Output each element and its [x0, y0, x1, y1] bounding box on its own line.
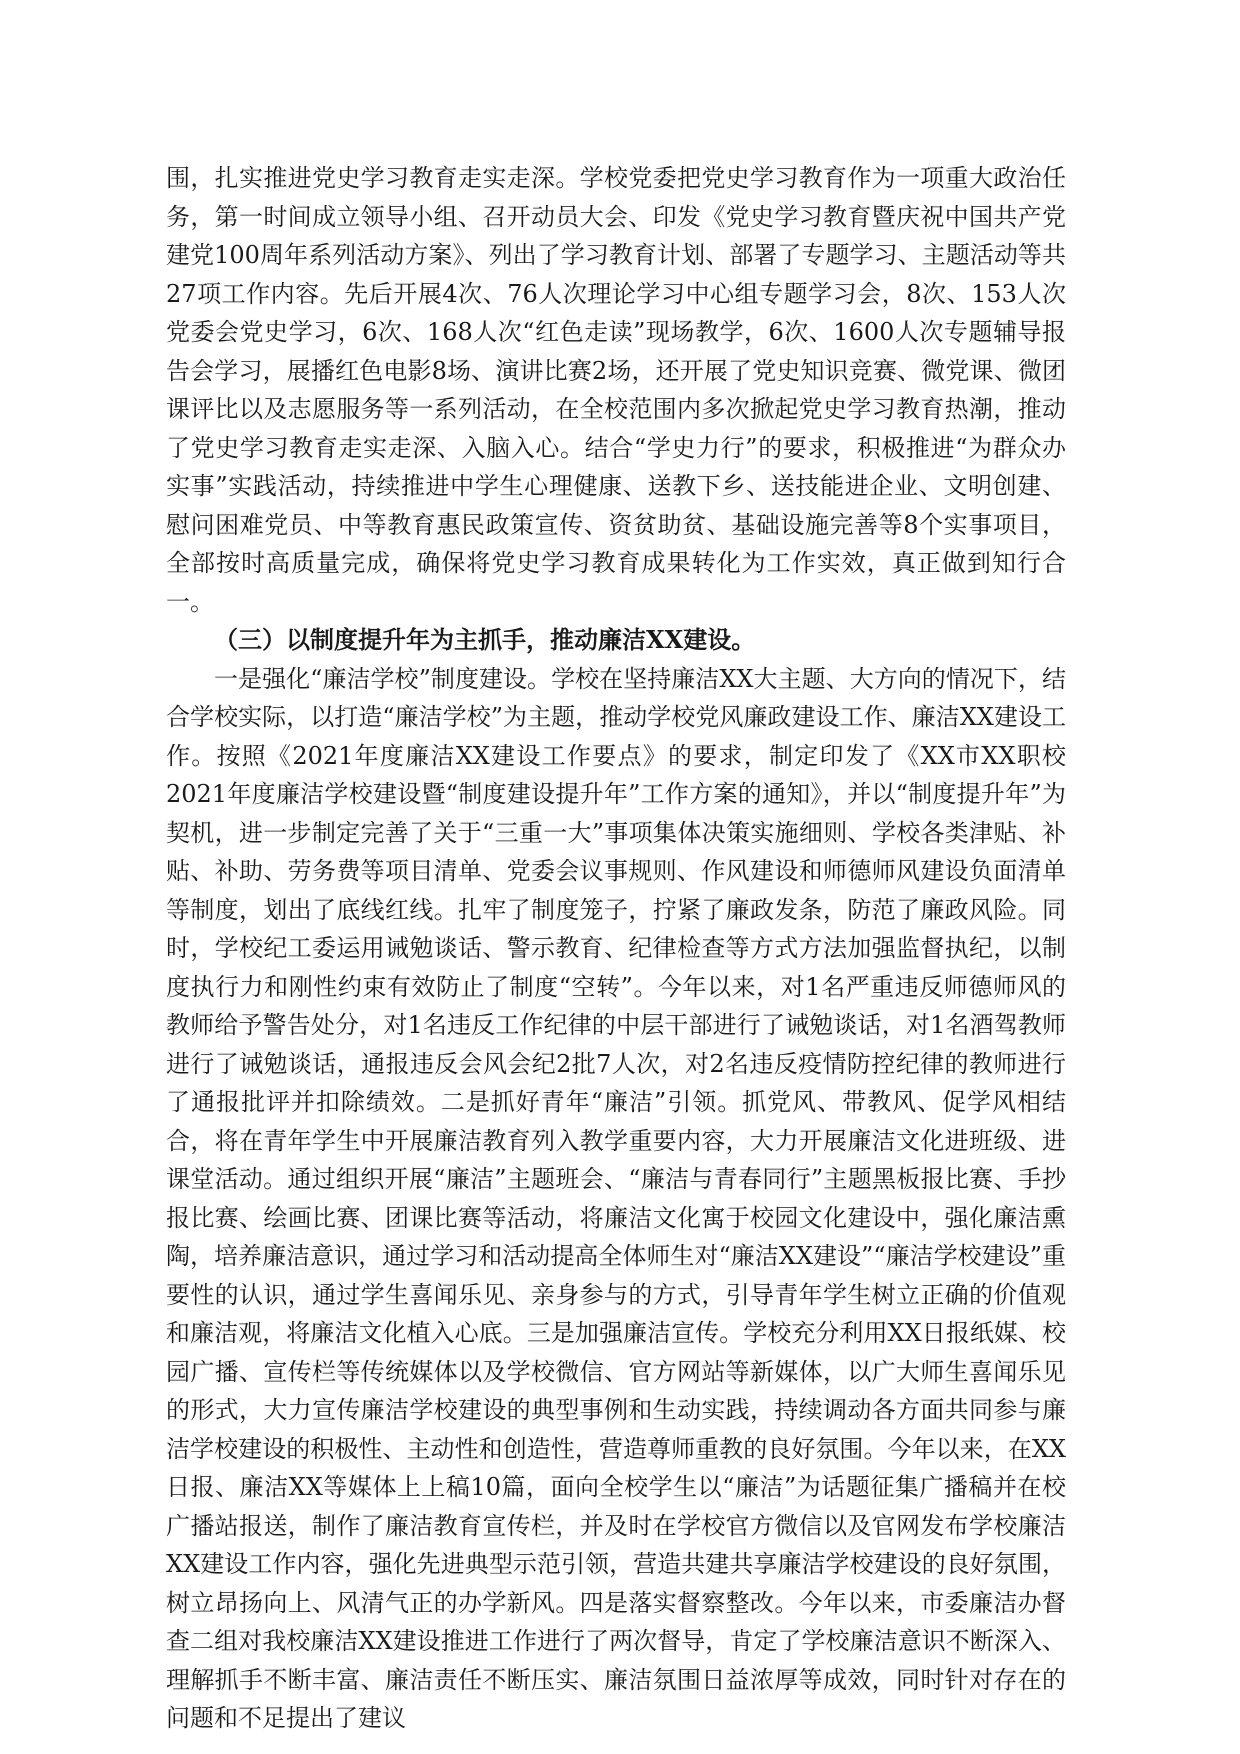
paragraph-body: 一是强化“廉洁学校”制度建设。学校在坚持廉洁XX大主题、大方向的情况下，结合学校实际，以打造“廉洁学校”为主题，推动学校党风廉政建设工作、廉洁XX建设工作。按照《2021年度廉洁XX建设工作要点》的要求，制定印发了《XX市XX职校2021年度廉洁学校建设暨“制度建设提升年”工作方案的通知》，并以“制度提升年”为契机，进一步制定完善了关于“三重一大”事项集体决策实施细则、学校各类津贴、补贴、补助、劳务费等项目清单、党委会议事规则、作风建设和师德师风建设负面清单等制度，划出了底线红线。扎牢了制度笼子，拧紧了廉政发条，防范了廉政风险。同时，学校纪工委运用诫勉谈话、警示教育、纪律检查等方式方法加强监督执纪，以制度执行力和刚性约束有效防止了制度“空转”。今年以来，对1名严重违反师德师风的教师给予警告处分，对1名违反工作纪律的中层干部进行了诫勉谈话，对1名酒驾教师进行了诫勉谈话，通报违反会风会纪2批7人次，对2名违反疫情防控纪律的教师进行了通报批评并扣除绩效。二是抓好青年“廉洁”引领。抓党风、带教风、促学风相结合，将在青年学生中开展廉洁教育列入教学重要内容，大力开展廉洁文化进班级、进课堂活动。通过组织开展“廉洁”主题班会、“廉洁与青春同行”主题黑板报比赛、手抄报比赛、绘画比赛、团课比赛等活动，将廉洁文化寓于校园文化建设中，强化廉洁熏陶，培养廉洁意识，通过学习和活动提高全体师生对“廉洁XX建设”“廉洁学校建设”重要性的认识，通过学生喜闻乐见、亲身参与的方式，引导青年学生树立正确的价值观和廉洁观，将廉洁文化植入心底。三是加强廉洁宣传。学校充分利用XX日报纸媒、校园广播、宣传栏等传统媒体以及学校微信、官方网站等新媒体，以广大师生喜闻乐见的形式，大力宣传廉洁学校建设的典型事例和生动实践，持续调动各方面共同参与廉洁学校建设的积极性、主动性和创造性，营造尊师重教的良好氛围。今年以来，在XX日报、廉洁XX等媒体上上稿10篇，面向全校学生以“廉洁”为话题征集广播稿并在校广播站报送，制作了廉洁教育宣传栏，并及时在学校官方微信以及官网发布学校廉洁XX建设工作内容，强化先进典型示范引领，营造共建共享廉洁学校建设的良好氛围，树立昂扬向上、风清气正的办学新风。四是落实督察整改。今年以来，市委廉洁办督查二组对我校廉洁XX建设推进工作进行了两次督导，肯定了学校廉洁意识不断深入、理解抓手不断丰富、廉洁责任不断压实、廉洁氛围日益浓厚等成效，同时针对存在的问题和不足提出了建议: [166, 664, 1066, 1732]
section-heading: （三）以制度提升年为主抓手，推动廉洁XX建设。: [214, 625, 756, 654]
document-body: [166, 159, 1066, 1738]
paragraph-continuation: 围，扎实推进党史学习教育走实走深。学校党委把党史学习教育作为一项重大政治任务，第一时间成立领导小组、召开动员大会、印发《党史学习教育暨庆祝中国共产党建党100周年系列活动方案》、列出了学习教育计划、部署了专题学习、主题活动等共27项工作内容。先后开展4次、76人次理论学习中心组专题学习会，8次、153人次党委会党史学习，6次、168人次“红色走读”现场教学，6次、1600人次专题辅导报告会学习，展播红色电影8场、演讲比赛2场，还开展了党史知识竞赛、微党课、微团课评比以及志愿服务等一系列活动，在全校范围内多次掀起党史学习教育热潮，推动了党史学习教育走实走深、入脑入心。结合“学史力行”的要求，积极推进“为群众办实事”实践活动，持续推进中学生心理健康、送教下乡、送技能进企业、文明创建、慰问困难党员、中等教育惠民政策宣传、资贫助贫、基础设施完善等8个实事项目，全部按时高质量完成，确保将党史学习教育成果转化为工作实效，真正做到知行合一。: [166, 164, 1066, 616]
